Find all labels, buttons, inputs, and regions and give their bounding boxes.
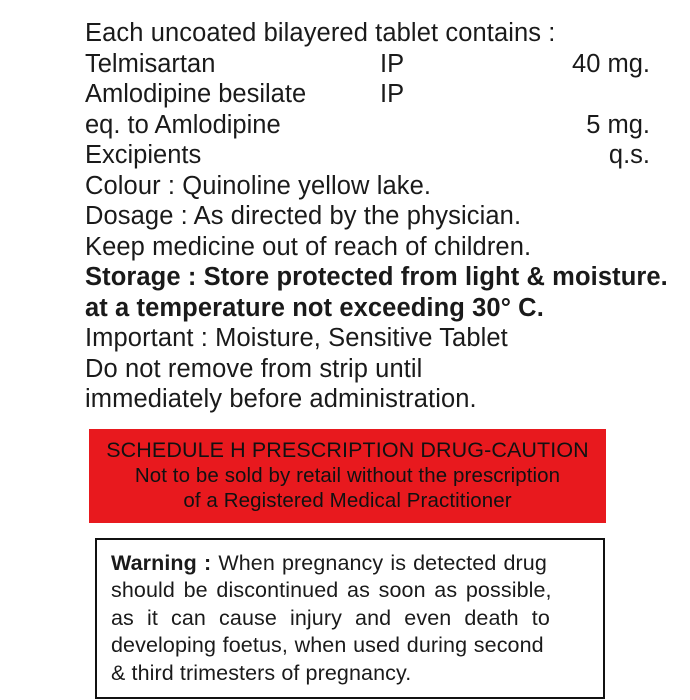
schedule-h-warning-box <box>89 429 606 523</box>
ingredient-standard <box>380 140 520 171</box>
warning-label: Warning : <box>111 550 212 575</box>
warning-line-4: developing foetus, when used during second <box>111 633 544 657</box>
ingredient-standard: IP <box>380 80 405 108</box>
keep-out-of-reach-line: Keep medicine out of reach of children. <box>85 232 532 261</box>
storage-line-1: Storage : Store protected from light & moisture. <box>85 263 668 291</box>
strip-note-line-2: immediately before administration. <box>85 385 477 413</box>
storage-line-2: at a temperature not exceeding 30° C. <box>85 293 544 322</box>
schedule-h-title: SCHEDULE H PRESCRIPTION DRUG-CAUTION <box>106 437 589 462</box>
pregnancy-warning-box <box>95 538 605 700</box>
ingredient-name: Excipients <box>85 141 202 169</box>
ingredient-standard <box>380 110 520 141</box>
ingredient-quantity: q.s. <box>608 141 650 169</box>
warning-line-5: & third trimesters of pregnancy. <box>111 660 412 685</box>
warning-line-2: should be discontinued as soon as possible, <box>111 578 552 602</box>
ingredient-quantity: 5 mg. <box>586 110 650 139</box>
warning-first-line <box>111 550 591 578</box>
table-row <box>85 110 650 141</box>
table-row <box>85 140 650 171</box>
table-row <box>85 49 650 80</box>
ingredient-name: Amlodipine besilate <box>85 80 307 108</box>
composition-table <box>85 49 650 171</box>
strip-note-line-1: Do not remove from strip until <box>85 354 423 383</box>
colour-line: Colour : Quinoline yellow lake. <box>85 171 432 200</box>
ingredient-quantity: 40 mg. <box>572 49 650 78</box>
ingredient-name: Telmisartan <box>85 49 216 78</box>
schedule-h-text-line-2: of a Registered Medical Practitioner <box>183 488 512 512</box>
schedule-h-text-line-1: Not to be sold by retail without the prescription <box>134 463 561 487</box>
ingredient-standard: IP <box>380 49 405 78</box>
warning-line-3: as it can cause injury and even death to <box>111 605 550 630</box>
table-row <box>85 79 650 110</box>
dosage-line: Dosage : As directed by the physician. <box>85 202 522 230</box>
warning-line-1: When pregnancy is detected drug <box>218 550 547 575</box>
ingredient-name: eq. to Amlodipine <box>85 110 281 139</box>
ingredient-quantity <box>520 79 650 110</box>
composition-heading: Each uncoated bilayered tablet contains : <box>85 19 556 47</box>
important-line: Important : Moisture, Sensitive Tablet <box>85 324 508 352</box>
